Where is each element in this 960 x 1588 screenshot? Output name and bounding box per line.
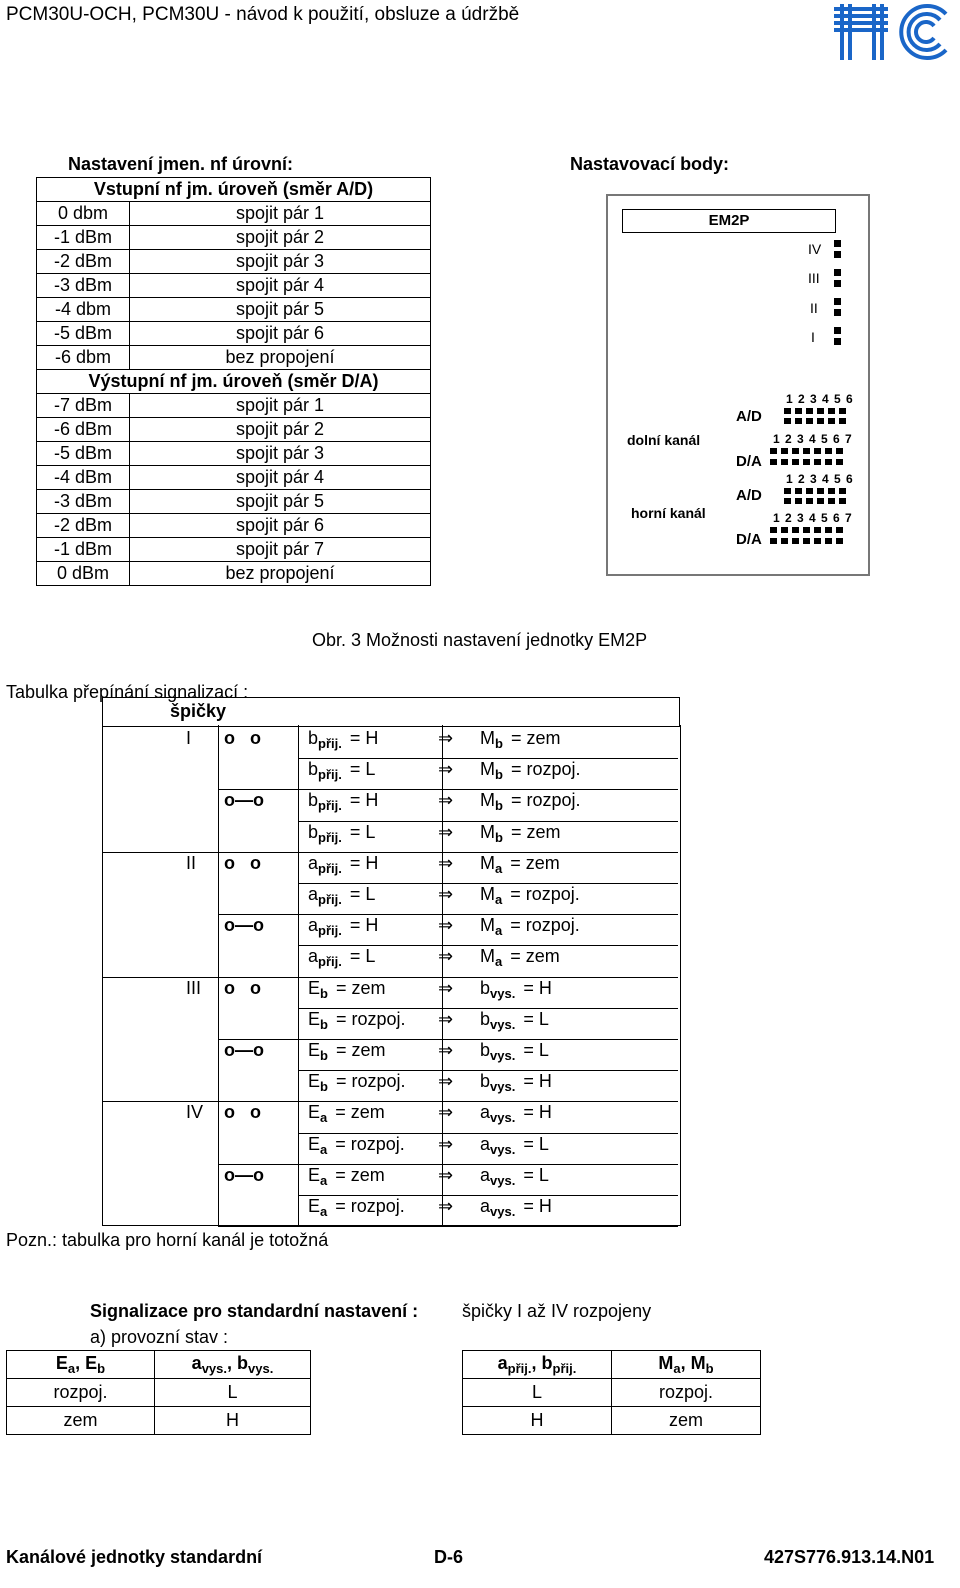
table-row: -6 dbm bez propojení xyxy=(37,346,431,370)
signal-condition xyxy=(308,1165,385,1188)
column-divider xyxy=(298,725,299,1225)
signal-subscript: vys. xyxy=(490,1204,516,1219)
signal-name: a xyxy=(308,946,319,967)
signal-value: = rozpoj. xyxy=(510,884,580,904)
implies-arrow: ⇒ xyxy=(438,977,454,998)
table-row: -4 dbm spojit pár 5 xyxy=(37,298,431,322)
input-title: Vstupní nf jm. úroveň (směr A/D) xyxy=(37,178,431,202)
signal-value: = H xyxy=(523,977,552,998)
signal-name: M xyxy=(480,759,495,780)
jumper-row xyxy=(770,538,843,544)
signal-name: M xyxy=(480,852,495,873)
signal-value: = H xyxy=(349,915,379,936)
signal-condition xyxy=(308,1009,406,1032)
signal-condition xyxy=(308,1071,406,1094)
ad-label: A/D xyxy=(736,487,762,504)
jumper-pin xyxy=(834,298,841,305)
jumper-row xyxy=(784,418,846,424)
tip-label-ii: II xyxy=(810,300,818,316)
implies-arrow: ⇒ xyxy=(438,884,454,904)
tip-number: III xyxy=(186,977,202,998)
signal-result xyxy=(480,1165,549,1188)
table-row: 0 dbm spojit pár 1 xyxy=(37,202,431,226)
table-row: -2 dBm spojit pár 3 xyxy=(37,250,431,274)
table-row: H zem xyxy=(463,1407,761,1435)
signal-name: E xyxy=(308,1196,321,1216)
document-title: PCM30U-OCH, PCM30U - návod k použití, obsluze a údržbě xyxy=(6,4,520,25)
signal-name: a xyxy=(308,852,319,873)
ad-label: A/D xyxy=(736,408,762,425)
signal-subscript: vys. xyxy=(490,1079,516,1095)
signal-condition xyxy=(308,853,378,876)
signal-value: = zem xyxy=(335,977,386,998)
signal-condition xyxy=(308,884,375,907)
signal-name: E xyxy=(308,1040,321,1060)
standard-right-table xyxy=(462,1350,761,1435)
jumper-pin xyxy=(834,309,841,316)
signal-name: a xyxy=(480,1164,491,1185)
signal-subscript: a xyxy=(495,892,503,907)
signal-name: b xyxy=(308,790,319,811)
implies-arrow: ⇒ xyxy=(438,946,454,967)
signal-name: E xyxy=(308,1102,321,1123)
contact-closed: o—o xyxy=(224,1040,264,1060)
signal-value: = rozpoj. xyxy=(510,759,581,780)
signal-value: = L xyxy=(349,946,376,967)
signal-condition xyxy=(308,915,378,938)
implies-arrow: ⇒ xyxy=(438,1133,454,1154)
signal-name: E xyxy=(308,1133,321,1154)
signal-condition xyxy=(308,1040,386,1063)
implies-arrow: ⇒ xyxy=(438,1071,454,1092)
contact-open: o o xyxy=(224,977,261,998)
tip-label-iii: III xyxy=(808,270,820,286)
contact-open: o o xyxy=(224,852,261,873)
signal-name: M xyxy=(480,915,495,936)
implies-arrow: ⇒ xyxy=(438,1040,454,1060)
pin-numbers: 1 2 3 4 5 6 7 xyxy=(773,432,853,446)
pin-numbers: 1 2 3 4 5 6 7 xyxy=(773,511,853,525)
signal-subscript: vys. xyxy=(490,1016,516,1032)
jumper-row xyxy=(770,459,843,465)
signal-subscript: a xyxy=(320,1172,328,1188)
signal-condition xyxy=(308,728,378,751)
da-label: D/A xyxy=(736,453,762,470)
signal-value: = rozpoj. xyxy=(335,1196,405,1216)
signal-result xyxy=(480,1040,549,1063)
implies-arrow: ⇒ xyxy=(438,790,454,811)
signal-name: M xyxy=(480,728,495,748)
signal-value: = rozpoj. xyxy=(510,915,580,936)
signal-subscript: b xyxy=(495,767,503,783)
signal-condition xyxy=(308,1134,405,1157)
signal-subscript: b xyxy=(320,1079,328,1095)
jumper-pin xyxy=(834,338,841,345)
signal-result xyxy=(480,728,560,751)
table-row: -3 dBm spojit pár 5 xyxy=(37,490,431,514)
table-row: -7 dBm spojit pár 1 xyxy=(37,394,431,418)
signal-subscript: přij. xyxy=(318,767,342,783)
signal-value: = L xyxy=(349,759,376,780)
pin-numbers: 1 2 3 4 5 6 xyxy=(786,472,854,486)
signal-subscript: přij. xyxy=(318,892,342,907)
tip-label-i: I xyxy=(811,329,815,345)
signal-result xyxy=(480,884,580,907)
implies-arrow: ⇒ xyxy=(438,852,454,873)
lower-channel-label: dolní kanál xyxy=(627,432,701,448)
signal-result xyxy=(480,853,560,876)
signal-note: Pozn.: tabulka pro horní kanál je totožná xyxy=(6,1230,329,1250)
signal-subscript: přij. xyxy=(318,798,342,814)
implies-arrow: ⇒ xyxy=(438,1102,454,1123)
signal-subscript: a xyxy=(320,1110,328,1126)
signal-subscript: b xyxy=(495,829,503,845)
jumper-row xyxy=(784,498,846,504)
signal-result xyxy=(480,1134,549,1157)
table-row: -4 dBm spojit pár 4 xyxy=(37,466,431,490)
jumper-pin xyxy=(834,280,841,287)
signal-condition xyxy=(308,790,378,813)
contact-closed: o—o xyxy=(224,1164,264,1185)
tip-label-iv: IV xyxy=(808,241,822,257)
signal-subscript: b xyxy=(495,798,503,814)
document-code: 427S776.913.14.N01 xyxy=(764,1547,935,1567)
head-cell: $a_{přij.}$, $b_{přij.}$ xyxy=(463,1351,612,1379)
signal-subscript: přij. xyxy=(318,736,342,751)
levels-heading: Nastavení jmen. nf úrovní: xyxy=(68,154,294,174)
signal-name: b xyxy=(308,728,319,748)
signal-result xyxy=(480,790,581,813)
jumper-row xyxy=(770,448,843,454)
signal-name: E xyxy=(308,1164,321,1185)
signal-value: = zem xyxy=(335,1040,386,1060)
signal-name: a xyxy=(480,1196,491,1216)
signal-value: = zem xyxy=(335,1102,385,1123)
table-row: L rozpoj. xyxy=(463,1379,761,1407)
signal-result xyxy=(480,1196,552,1219)
table-row: -1 dBm spojit pár 2 xyxy=(37,226,431,250)
implies-arrow: ⇒ xyxy=(438,728,454,748)
signal-subscript: vys. xyxy=(490,1141,516,1157)
table-row: -5 dBm spojit pár 6 xyxy=(37,322,431,346)
signal-value: = L xyxy=(523,1008,549,1029)
operating-mode: a) provozní stav : xyxy=(90,1327,229,1347)
signal-value: = H xyxy=(349,852,379,873)
signal-value: = L xyxy=(523,1133,549,1154)
signal-value: = rozpoj. xyxy=(510,790,581,811)
signal-condition xyxy=(308,978,386,1001)
signal-subscript: přij. xyxy=(318,923,342,939)
diagram-heading: Nastavovací body: xyxy=(570,154,730,174)
signal-name: E xyxy=(308,977,321,998)
table-row: 0 dBm bez propojení xyxy=(37,562,431,586)
signal-name: M xyxy=(480,790,495,811)
tip-number: IV xyxy=(186,1102,204,1123)
signal-value: = L xyxy=(523,1040,549,1060)
table-row: -6 dBm spojit pár 2 xyxy=(37,418,431,442)
implies-arrow: ⇒ xyxy=(438,821,454,842)
da-label: D/A xyxy=(736,531,762,548)
contact-closed: o—o xyxy=(224,790,264,811)
signal-value: = rozpoj. xyxy=(335,1071,406,1092)
signal-value: = H xyxy=(523,1196,552,1216)
signal-name: b xyxy=(480,1008,491,1029)
signal-name: M xyxy=(480,946,495,967)
group-divider xyxy=(102,852,218,853)
signal-name: a xyxy=(480,1133,491,1154)
signal-name: b xyxy=(480,977,491,998)
signal-result xyxy=(480,822,560,845)
upper-channel-label: horní kanál xyxy=(631,505,706,521)
figure-caption: Obr. 3 Možnosti nastavení jednotky EM2P xyxy=(312,630,648,650)
signal-name: E xyxy=(308,1071,321,1092)
signal-result xyxy=(480,978,552,1001)
signal-value: = H xyxy=(349,790,379,811)
signal-value: = L xyxy=(349,821,376,842)
signal-name: a xyxy=(308,884,319,904)
tip-number: II xyxy=(186,852,197,873)
standard-title: Signalizace pro standardní nastavení : xyxy=(90,1301,419,1321)
jumper-pin xyxy=(834,327,841,334)
footer-left: Kanálové jednotky standardní xyxy=(6,1547,263,1567)
signal-subscript: vys. xyxy=(490,1048,516,1063)
signal-condition xyxy=(308,946,375,969)
signal-condition xyxy=(308,1196,405,1219)
signal-table-title: Tabulka přepínání signalizací : xyxy=(6,682,249,702)
table-row: -5 dBm spojit pár 3 xyxy=(37,442,431,466)
signal-name: a xyxy=(308,915,319,936)
table-row: zem H xyxy=(7,1407,311,1435)
signal-name: M xyxy=(480,884,495,904)
implies-arrow: ⇒ xyxy=(438,915,454,936)
signal-value: = H xyxy=(523,1102,552,1123)
head-cell: $E_a$, $E_b$ xyxy=(7,1351,155,1379)
signal-result xyxy=(480,759,581,782)
signal-subscript: a xyxy=(495,954,503,970)
signal-value: = zem xyxy=(510,728,561,748)
signal-name: b xyxy=(308,759,319,780)
signal-subscript: přij. xyxy=(318,829,342,845)
table-row: -3 dBm spojit pár 4 xyxy=(37,274,431,298)
signal-value: = H xyxy=(523,1071,552,1092)
signal-result xyxy=(480,1102,552,1125)
signal-subscript: b xyxy=(320,985,328,1001)
signal-value: = L xyxy=(523,1164,549,1185)
signal-value: = H xyxy=(349,728,379,748)
signal-result xyxy=(480,1009,549,1032)
signal-subscript: b xyxy=(320,1048,328,1063)
tip-number: I xyxy=(186,728,192,748)
signal-subscript: b xyxy=(320,1016,328,1032)
signal-value: = zem xyxy=(510,946,560,967)
signal-result xyxy=(480,946,560,969)
signal-subscript: a xyxy=(495,860,503,876)
signal-name: b xyxy=(480,1040,491,1060)
column-divider xyxy=(218,725,219,1225)
signal-name: b xyxy=(308,821,319,842)
page-number: D-6 xyxy=(434,1547,464,1567)
contact-open: o o xyxy=(224,1102,261,1123)
signal-name: b xyxy=(480,1071,491,1092)
ttc-logo xyxy=(834,4,952,65)
jumper-pin xyxy=(834,240,841,247)
implies-arrow: ⇒ xyxy=(438,1196,454,1216)
pin-numbers: 1 2 3 4 5 6 xyxy=(786,392,854,406)
implies-arrow: ⇒ xyxy=(438,1008,454,1029)
signal-value: = rozpoj. xyxy=(335,1008,406,1029)
row-divider xyxy=(218,1226,678,1227)
signal-name: a xyxy=(480,1102,491,1123)
implies-arrow: ⇒ xyxy=(438,759,454,780)
signal-subscript: a xyxy=(320,1204,328,1219)
signal-subscript: vys. xyxy=(490,985,516,1001)
signal-subscript: přij. xyxy=(318,954,342,970)
table-row: -1 dBm spojit pár 7 xyxy=(37,538,431,562)
signal-name: M xyxy=(480,821,495,842)
output-title: Výstupní nf jm. úroveň (směr D/A) xyxy=(37,370,431,394)
jumper-pin xyxy=(834,251,841,258)
contact-open: o o xyxy=(224,728,261,748)
levels-table xyxy=(36,177,431,586)
signal-result xyxy=(480,915,580,938)
standard-title-rest: špičky I až IV rozpojeny xyxy=(462,1301,652,1321)
jumper-pin xyxy=(834,269,841,276)
board-label: EM2P xyxy=(622,209,836,233)
signal-subscript: a xyxy=(495,923,503,939)
signal-condition xyxy=(308,1102,385,1125)
table-row: -2 dBm spojit pár 6 xyxy=(37,514,431,538)
head-cell: $M_a$, $M_b$ xyxy=(612,1351,761,1379)
signal-value: = zem xyxy=(510,852,560,873)
standard-left-table xyxy=(6,1350,311,1435)
signal-name: E xyxy=(308,1008,321,1029)
table-row: rozpoj. L xyxy=(7,1379,311,1407)
signal-value: = zem xyxy=(335,1164,385,1185)
contact-closed: o—o xyxy=(224,915,264,936)
signal-subscript: přij. xyxy=(318,860,342,876)
signal-value: = zem xyxy=(510,821,561,842)
signal-subscript: a xyxy=(320,1141,328,1157)
jumper-row xyxy=(784,408,846,414)
head-cell: $a_{vys.}$, $b_{vys.}$ xyxy=(155,1351,311,1379)
signal-value: = L xyxy=(349,884,376,904)
implies-arrow: ⇒ xyxy=(438,1164,454,1185)
tips-header: špičky xyxy=(170,701,227,721)
signal-subscript: vys. xyxy=(490,1110,516,1126)
signal-result xyxy=(480,1071,552,1094)
signal-condition xyxy=(308,822,375,845)
jumper-row xyxy=(770,527,843,533)
signal-condition xyxy=(308,759,375,782)
signal-value: = rozpoj. xyxy=(335,1133,405,1154)
signal-subscript: b xyxy=(495,736,503,751)
jumper-row xyxy=(784,488,846,494)
signal-subscript: vys. xyxy=(490,1172,516,1188)
